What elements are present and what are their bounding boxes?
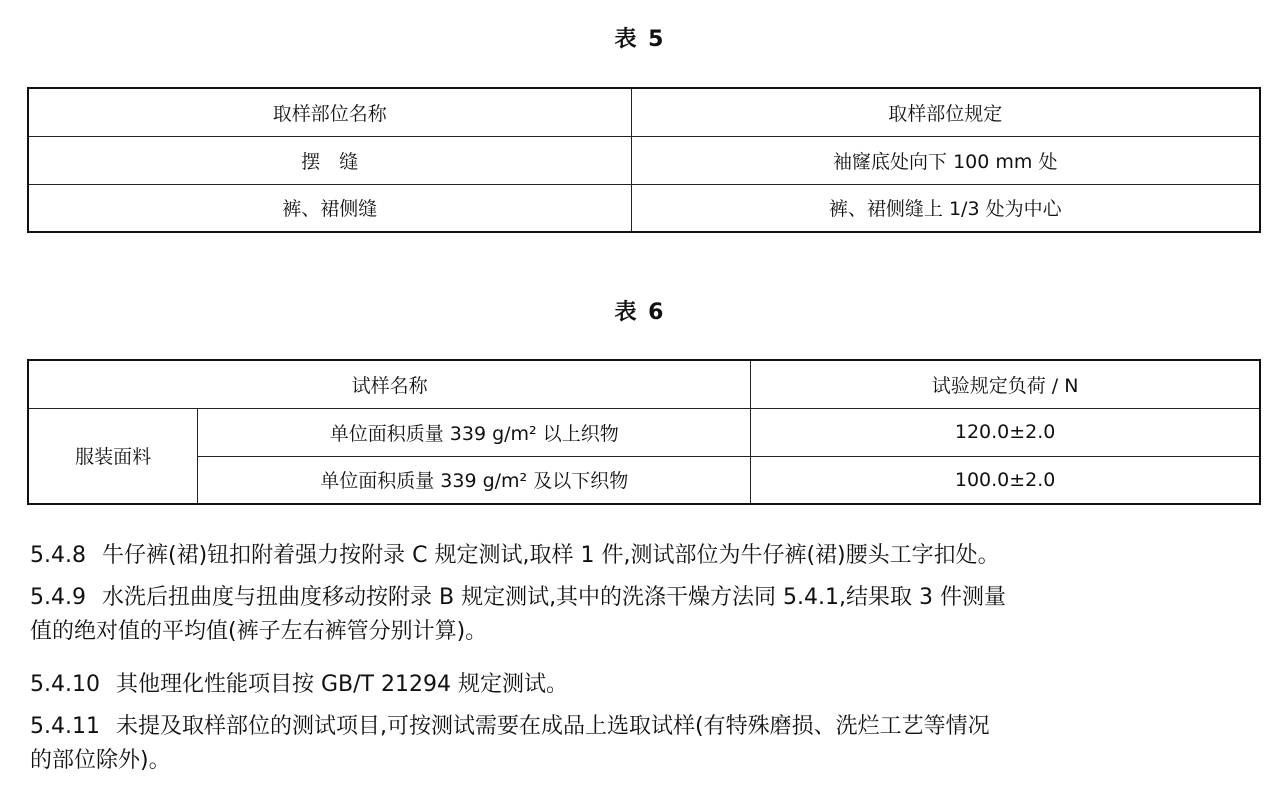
clause-5-4-8 — [30, 539, 1262, 573]
table6-group-label: 服装面料 — [28, 408, 198, 504]
clause-text: 未提及取样部位的测试项目,可按测试需要在成品上选取试样(有特殊磨损、洗烂工艺等情况 — [115, 714, 990, 739]
table5-cell-rule: 裤、裙侧缝上 1/3 处为中心 — [631, 184, 1260, 232]
table6-cell-sample: 单位面积质量 339 g/m² 以上织物 — [198, 408, 751, 456]
table-row — [28, 184, 1260, 232]
clause-5-4-9 — [30, 581, 1262, 649]
table-row — [28, 136, 1260, 184]
table6-header-sample: 试样名称 — [28, 360, 751, 408]
table6-cell-sample: 单位面积质量 339 g/m² 及以下织物 — [198, 456, 751, 504]
clause-text-continued: 的部位除外)。 — [30, 748, 171, 773]
clause-5-4-11 — [30, 710, 1262, 778]
table5-cell-position: 裤、裙侧缝 — [28, 184, 631, 232]
clause-number: 5.4.10 — [30, 672, 100, 697]
table-row — [28, 456, 1260, 504]
clause-text-continued: 值的绝对值的平均值(裤子左右裤管分别计算)。 — [30, 619, 488, 644]
table5-caption: 表 5 — [614, 27, 666, 52]
clause-number: 5.4.11 — [30, 714, 100, 739]
table6-header-row — [28, 360, 1260, 408]
clause-number: 5.4.8 — [30, 543, 86, 568]
table5-header-row — [28, 88, 1260, 136]
table5-cell-position: 摆 缝 — [28, 136, 631, 184]
table6-caption: 表 6 — [614, 300, 666, 325]
table-row — [28, 408, 1260, 456]
table6-cell-load: 100.0±2.0 — [751, 456, 1260, 504]
table5-header-rule: 取样部位规定 — [631, 88, 1260, 136]
table6 — [27, 359, 1261, 505]
table5-cell-rule: 袖窿底处向下 100 mm 处 — [631, 136, 1260, 184]
table6-cell-load: 120.0±2.0 — [751, 408, 1260, 456]
clause-5-4-10 — [30, 668, 1262, 702]
clause-text: 其他理化性能项目按 GB/T 21294 规定测试。 — [115, 672, 568, 697]
table5 — [27, 87, 1261, 233]
table5-header-name: 取样部位名称 — [28, 88, 631, 136]
table6-header-load: 试验规定负荷 / N — [751, 360, 1260, 408]
clause-number: 5.4.9 — [30, 585, 86, 610]
clause-text: 水洗后扭曲度与扭曲度移动按附录 B 规定测试,其中的洗涤干燥方法同 5.4.1,结果取 3 件测量 — [101, 585, 1007, 610]
clause-text: 牛仔裤(裙)钮扣附着强力按附录 C 规定测试,取样 1 件,测试部位为牛仔裤(裙)腰头工字扣处。 — [101, 543, 1000, 568]
